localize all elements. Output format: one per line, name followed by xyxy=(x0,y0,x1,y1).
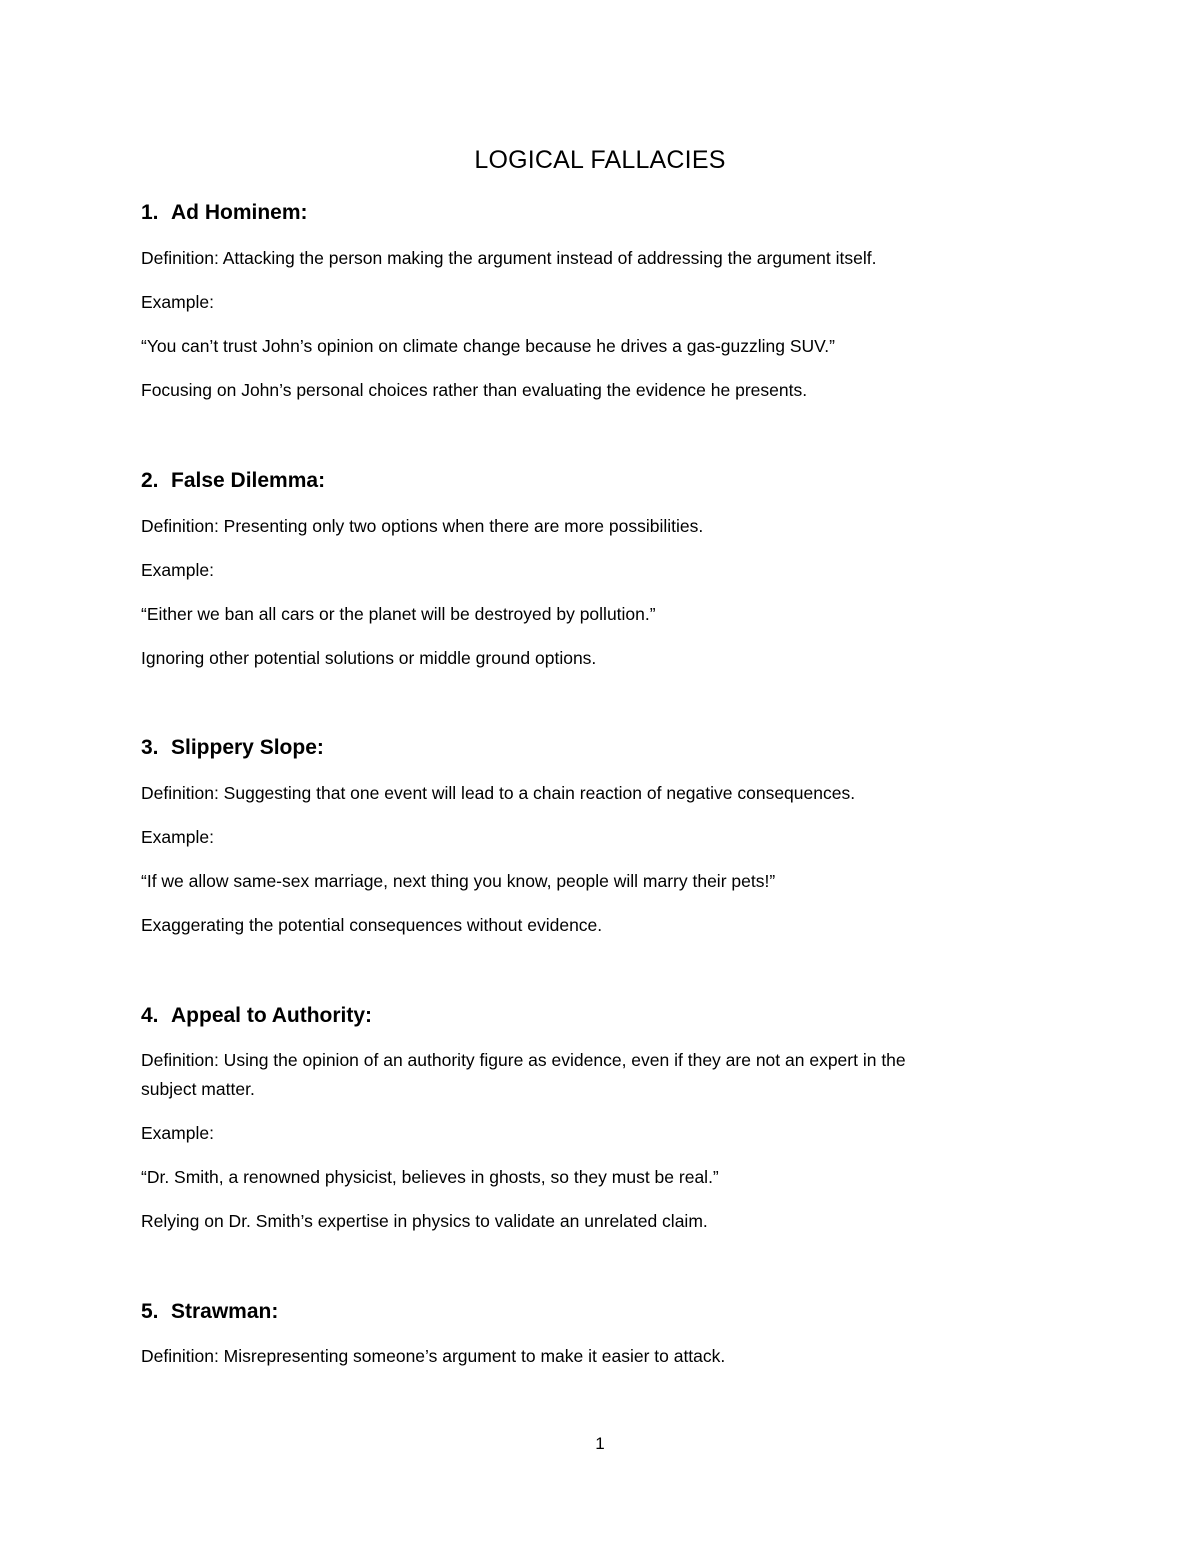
example-quote: “Either we ban all cars or the planet will be destroyed by pollution.” xyxy=(141,604,656,624)
section-ad-hominem xyxy=(141,198,1041,403)
example-label: Example: xyxy=(141,292,214,312)
explanation-text: Ignoring other potential solutions or middle ground options. xyxy=(141,648,597,668)
section-number: 1. xyxy=(141,201,159,224)
section-heading xyxy=(141,1297,1041,1327)
example-label: Example: xyxy=(141,560,214,580)
definition-text-line2: subject matter. xyxy=(141,1079,255,1099)
explanation-text: Relying on Dr. Smith’s expertise in physics to validate an unrelated claim. xyxy=(141,1211,708,1231)
section-number: 3. xyxy=(141,736,159,759)
document-title: LOGICAL FALLACIES xyxy=(474,146,726,174)
section-appeal-to-authority xyxy=(141,1001,1041,1234)
definition-text: Definition: Attacking the person making the argument instead of addressing the argument itself. xyxy=(141,248,877,268)
definition-text: Definition: Presenting only two options when there are more possibilities. xyxy=(141,516,704,536)
section-number: 5. xyxy=(141,1300,159,1323)
section-number: 4. xyxy=(141,1004,159,1027)
section-heading xyxy=(141,733,1041,763)
section-heading xyxy=(141,198,1041,228)
example-label: Example: xyxy=(141,827,214,847)
section-slippery-slope xyxy=(141,733,1041,938)
section-false-dilemma xyxy=(141,466,1041,671)
example-quote: “You can’t trust John’s opinion on climate change because he drives a gas-guzzling SUV.” xyxy=(141,336,835,356)
explanation-text: Focusing on John’s personal choices rather than evaluating the evidence he presents. xyxy=(141,380,808,400)
page-number: 1 xyxy=(595,1434,605,1453)
section-heading xyxy=(141,1001,1041,1031)
section-title: Ad Hominem: xyxy=(171,201,308,224)
section-title: Strawman: xyxy=(171,1300,279,1323)
section-heading xyxy=(141,466,1041,496)
section-number: 2. xyxy=(141,469,159,492)
section-strawman xyxy=(141,1297,1041,1369)
definition-text-line1: Definition: Using the opinion of an authority figure as evidence, even if they are not an expert in the xyxy=(141,1050,906,1070)
definition-text: Definition: Misrepresenting someone’s argument to make it easier to attack. xyxy=(141,1346,726,1366)
definition-text: Definition: Suggesting that one event will lead to a chain reaction of negative consequences. xyxy=(141,783,856,803)
section-title: Appeal to Authority: xyxy=(171,1004,373,1027)
section-title: False Dilemma: xyxy=(171,469,326,492)
example-quote: “Dr. Smith, a renowned physicist, believes in ghosts, so they must be real.” xyxy=(141,1167,719,1187)
explanation-text: Exaggerating the potential consequences without evidence. xyxy=(141,915,603,935)
section-title: Slippery Slope: xyxy=(171,736,324,759)
example-quote: “If we allow same-sex marriage, next thing you know, people will marry their pets!” xyxy=(141,871,776,891)
example-label: Example: xyxy=(141,1123,214,1143)
